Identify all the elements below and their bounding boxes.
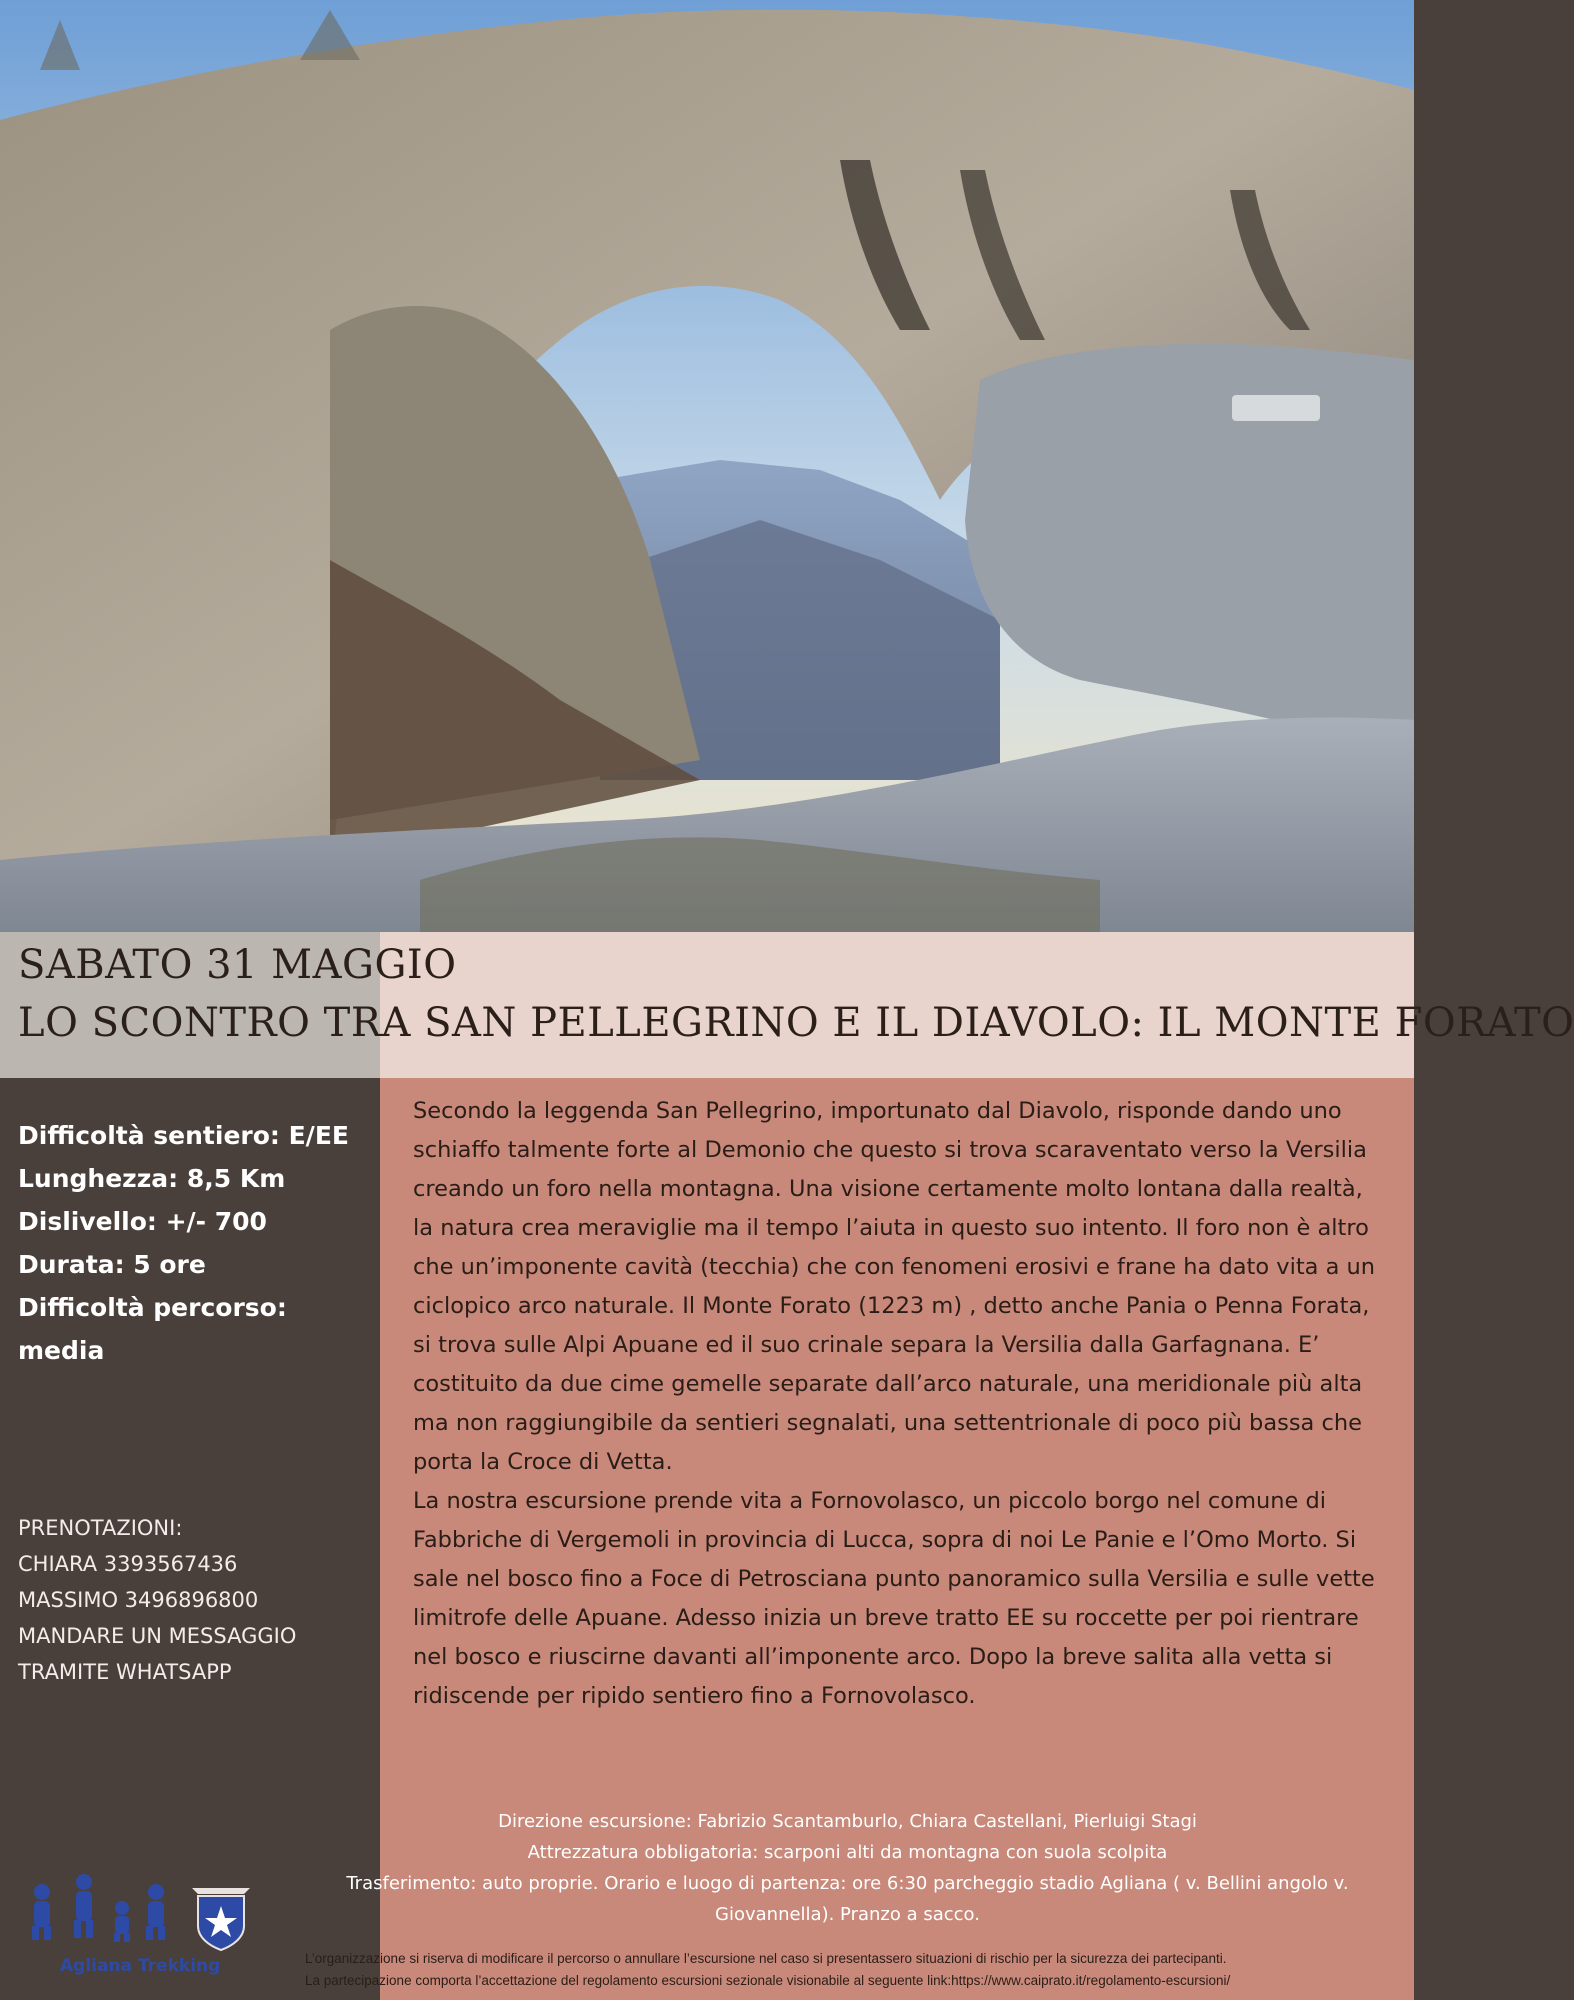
hero-photo — [0, 0, 1414, 932]
fact-route-difficulty-label: Difficoltà percorso: — [18, 1293, 287, 1322]
disclaimer-line-1: L’organizzazione si riserva di modificare il percorso o annullare l’escursione nel caso si presentassero situazioni di rischio per la sicurezza dei partecipanti. — [305, 1951, 1227, 1966]
booking-instruction-2: TRAMITE WHATSAPP — [18, 1660, 232, 1684]
logos — [22, 1868, 272, 1988]
booking-instruction-1: MANDARE UN MESSAGGIO — [18, 1624, 297, 1648]
fine-print — [305, 1948, 1405, 1992]
footer-direction: Direzione escursione: Fabrizio Scantamburlo, Chiara Castellani, Pierluigi Stagi — [498, 1811, 1197, 1832]
fact-trail-difficulty: Difficoltà sentiero: E/EE — [18, 1121, 349, 1150]
story-paragraph-legend: Secondo la leggenda San Pellegrino, importunato dal Diavolo, risponde dando uno schiaffo talmente forte al Demonio che questo si trova scaraventato verso la Versilia creando un foro nella montagna. Una visione certamente molto lontana dalla realtà, la natura crea meraviglie ma il tempo l’aiuta in questo suo intento. Il foro non è altro che un’imponente cavità (tecchia) che con fenomeni erosivi e frane ha dato vita a un ciclopico arco naturale. Il Monte Forato (1223 m) , detto anche Pania o Penna Forata, si trova sulle Alpi Apuane ed il suo crinale separa la Versilia dalla Garfagnana. E’ costituito da due cime gemelle separate dall’arco naturale, una meridionale più alta ma non raggiungibile da sentieri segnalati, una settentrionale di poco più bassa che porta la Croce di Vetta. — [413, 1098, 1376, 1475]
disclaimer-line-2: La partecipazione comporta l’accettazione del regolamento escursioni sezionale visionabile al seguente link:https://www.caiprato.it/regolamento-escursioni/ — [305, 1973, 1231, 1988]
title-band — [0, 932, 1574, 1078]
booking-contact-massimo: MASSIMO 3496896800 — [18, 1588, 259, 1612]
footer-equipment: Attrezzatura obbligatoria: scarponi alti da montagna con suola scolpita — [527, 1842, 1168, 1863]
footer-info — [300, 1806, 1395, 1930]
cai-emblem-icon — [192, 1888, 250, 1950]
booking-title: PRENOTAZIONI: — [18, 1516, 183, 1540]
event-headline: LO SCONTRO TRA SAN PELLEGRINO E IL DIAVOLO: IL MONTE FORATO — [18, 1000, 1574, 1046]
footer-transfer: Trasferimento: auto proprie. Orario e luogo di partenza: ore 6:30 parcheggio stadio Agliana ( v. Bellini angolo v. Giovannella). Pranzo a sacco. — [346, 1873, 1349, 1925]
booking-info — [18, 1510, 368, 1690]
story-paragraph-route: La nostra escursione prende vita a Fornovolasco, un piccolo borgo nel comune di Fabbriche di Vergemoli in provincia di Lucca, sopra di noi Le Panie e l’Omo Morto. Si sale nel bosco fino a Foce di Petrosciana punto panoramico sulla Versilia e sulle vette limitrofe delle Apuane. Adesso inizia un breve tratto EE su roccette per poi rientrare nel bosco e riuscirne davanti all’imponente arco. Dopo la breve salita alla vetta si ridiscende per ripido sentiero fino a Fornovolasco. — [413, 1488, 1375, 1709]
hikers-logo-icon — [22, 1868, 272, 1958]
fact-length: Lunghezza: 8,5 Km — [18, 1164, 286, 1193]
fact-elevation: Dislivello: +/- 700 — [18, 1207, 267, 1236]
logo-caption: Agliana Trekking — [60, 1956, 221, 1976]
fact-route-difficulty-value: media — [18, 1336, 105, 1365]
event-date: SABATO 31 MAGGIO — [18, 942, 457, 988]
booking-contact-chiara: CHIARA 3393567436 — [18, 1552, 238, 1576]
fact-duration: Durata: 5 ore — [18, 1250, 206, 1279]
story-text — [413, 1092, 1388, 1716]
rock-arch-illustration — [0, 0, 1414, 932]
trail-facts — [18, 1114, 368, 1372]
